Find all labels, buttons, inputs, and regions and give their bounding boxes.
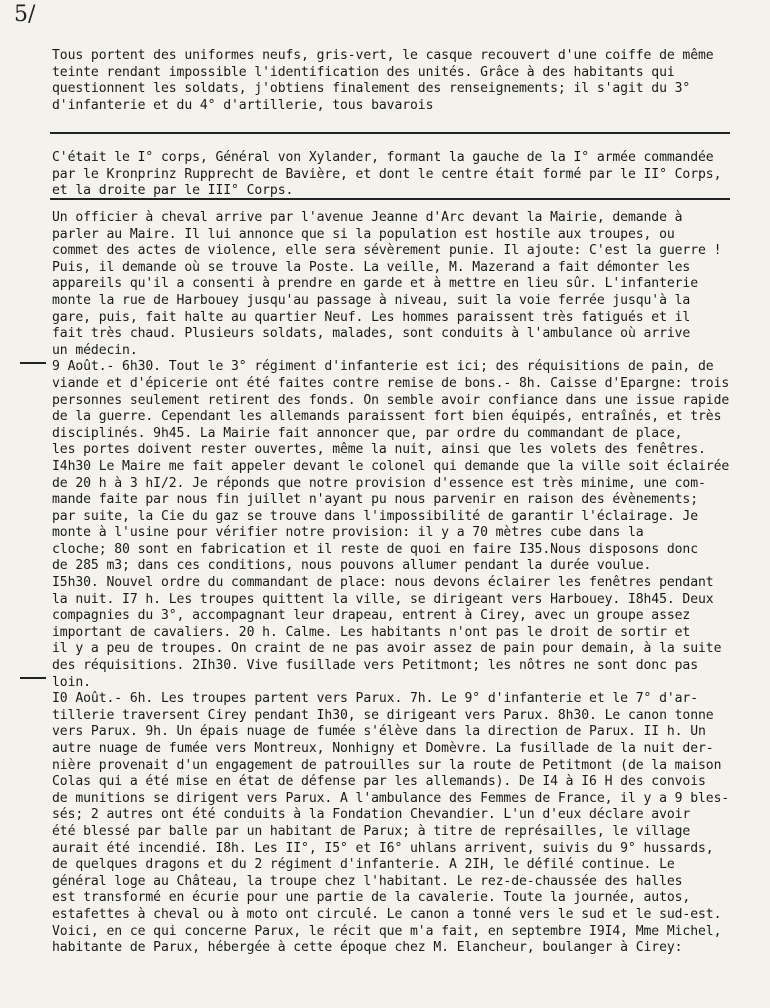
text-line: de quelques dragons et du 2 régiment d'infanterie. A 2IH, le défilé continue. Le xyxy=(52,857,675,873)
text-line: commet des actes de violence, elle sera sévèrement punie. Il ajoute: C'est la guerre ! xyxy=(52,243,722,259)
text-line: cloche; 80 sont en fabrication et il reste de quoi en faire I35.Nous disposons donc xyxy=(52,541,698,557)
text-line: teinte rendant impossible l'identification des unités. Grâce à des habitants qui xyxy=(52,64,675,80)
text-line: disciplinés. 9h45. La Mairie fait annoncer que, par ordre du commandant de place, xyxy=(52,425,683,441)
text-line: parler au Maire. Il lui annonce que si la population est hostile aux troupes, ou xyxy=(52,226,675,242)
text-line: sés; 2 autres ont été conduits à la Fondation Chevandier. L'un d'eux déclare avoir xyxy=(52,807,691,823)
text-line: C'était le I° corps, Général von Xylander, formant la gauche de la I° armée commandée xyxy=(52,150,714,165)
text-line: d'infanterie et du 4° d'artillerie, tous bavarois xyxy=(52,97,434,113)
page-number: 5/ xyxy=(14,2,36,27)
text-line: compagnies du 3°, accompagnant leur drapeau, entrent à Cirey, avec un groupe assez xyxy=(52,608,691,624)
text-line: questionnent les soldats, j'obtiens finalement des renseignements; il s'agit du 3° xyxy=(52,81,691,97)
text-line: habitante de Parux, hébergée à cette époque chez M. Elancheur, boulanger à Cirey: xyxy=(52,940,683,956)
text-line: important de cavaliers. 20 h. Calme. Les habitants n'ont pas le droit de sortir et xyxy=(52,624,691,640)
text-line: aurait été incendié. I8h. Les II°, I5° et I6° uhlans arrivent, suivis du 9° hussards, xyxy=(52,840,714,856)
text-line: 9 Août.- 6h30. Tout le 3° régiment d'infanterie est ici; des réquisitions de pain, de xyxy=(52,359,714,375)
text-line: loin. xyxy=(52,674,91,690)
text-line: Voici, en ce qui concerne Parux, le récit que m'a fait, en septembre I9I4, Mme Michel, xyxy=(52,923,722,939)
text-line: Un officier à cheval arrive par l'avenue Jeanne d'Arc devant la Mairie, demande à xyxy=(52,210,683,225)
text-line: mande faite par nous fin juillet n'ayant pu nous parvenir en raison des évènements; xyxy=(52,492,698,508)
text-line: par suite, la Cie du gaz se trouve dans l'impossibilité de garantir l'éclairage. Je xyxy=(52,508,698,524)
text-line: la nuit. I7 h. Les troupes quittent la ville, se dirigeant vers Harbouey. I8h45. Deux xyxy=(52,591,714,607)
text-line: monte la rue de Harbouey jusqu'au passage à niveau, suit la voie ferrée jusqu'à la xyxy=(52,292,691,308)
text-line: de 20 h à 3 hI/2. Je réponds que notre provision d'essence est très minime, une com- xyxy=(52,475,706,491)
text-line: vers Parux. 9h. Un épais nuage de fumée s'élève dans la direction de Parux. II h. Un xyxy=(52,724,706,740)
text-line: appareils qu'il a consenti à prendre en garde et à mettre en lieu sûr. L'infanterie xyxy=(52,276,698,292)
text-line: il y a peu de troupes. On craint de ne pas avoir assez de pain pour demain, à la suite xyxy=(52,641,722,657)
text-line: gare, puis, fait halte au quartier Neuf. Les hommes paraissent très fatigués et il xyxy=(52,309,691,325)
text-line: I5h30. Nouvel ordre du commandant de place: nous devons éclairer les fenêtres pendant xyxy=(52,575,714,591)
text-line: des réquisitions. 2Ih30. Vive fusillade vers Petitmont; les nôtres ne sont donc pas xyxy=(52,658,698,674)
text-line: été blessé par balle par un habitant de Parux; à titre de représailles, le village xyxy=(52,823,691,839)
text-line: viande et d'épicerie ont été faites contre remise de bons.- 8h. Caisse d'Epargne: trois xyxy=(52,375,730,391)
text-line: I0 Août.- 6h. Les troupes partent vers Parux. 7h. Le 9° d'infanterie et le 7° d'ar- xyxy=(52,691,698,707)
text-line: de munitions se dirigent vers Parux. A l'ambulance des Femmes de France, il y a 9 bles- xyxy=(52,790,730,806)
text-line: Tous portent des uniformes neufs, gris-vert, le casque recouvert d'une coiffe de même xyxy=(52,48,714,63)
paragraph-corps xyxy=(52,150,738,200)
text-line: général loge au Château, la troupe chez l'habitant. Le rez-de-chaussée des halles xyxy=(52,873,683,889)
text-line: autre nuage de fumée vers Montreux, Nonhigny et Domèvre. La fusillade de la nuit der- xyxy=(52,741,714,756)
text-line: fait très chaud. Plusieurs soldats, malades, sont conduits à l'ambulance où arrive xyxy=(52,326,691,342)
text-line: par le Kronprinz Rupprecht de Bavière, et dont le centre était formé par le II° Corps, xyxy=(52,166,722,182)
paragraph-chronicle xyxy=(52,210,738,957)
text-line: Colas qui a été mise en état de défense par les allemands). De I4 à I6 H des convois xyxy=(52,774,706,790)
text-line: de 285 m3; dans ces conditions, nous pouvons allumer pendant la durée voulue. xyxy=(52,558,652,574)
text-line: et la droite par le III° Corps. xyxy=(52,183,294,199)
text-line: I4h30 Le Maire me fait appeler devant le colonel qui demande que la ville soit éclairée xyxy=(52,458,730,474)
text-line: un médecin. xyxy=(52,342,138,358)
paragraph-uniforms xyxy=(52,48,738,114)
text-line: de la guerre. Cependant les allemands paraissent fort bien équipés, entraînés, et très xyxy=(52,409,722,425)
divider-rule xyxy=(50,198,730,200)
text-line: monte à l'usine pour vérifier notre provision: il y a 70 mètres cube dans la xyxy=(52,525,644,541)
text-line: Puis, il demande où se trouve la Poste. La veille, M. Mazerand a fait démonter les xyxy=(52,259,691,275)
text-line: estafettes à cheval ou à moto ont circulé. Le canon a tonné vers le sud et le sud-est. xyxy=(52,906,722,922)
text-line: nière provenait d'un engagement de patrouilles sur la route de Petitmont (de la maison xyxy=(52,757,722,773)
text-line: est transformé en écurie pour une partie de la cavalerie. Toute la journée, autos, xyxy=(52,890,691,906)
divider-rule xyxy=(50,132,730,134)
margin-dash xyxy=(20,677,46,679)
text-line: tillerie traversent Cirey pendant Ih30, se dirigeant vers Parux. 8h30. Le canon tonne xyxy=(52,707,714,723)
text-line: personnes seulement retirent des fonds. On semble avoir confiance dans une issue rapide xyxy=(52,392,730,408)
margin-dash xyxy=(20,362,46,364)
text-line: les portes doivent rester ouvertes, même la nuit, ainsi que les volets des fenêtres. xyxy=(52,442,706,458)
